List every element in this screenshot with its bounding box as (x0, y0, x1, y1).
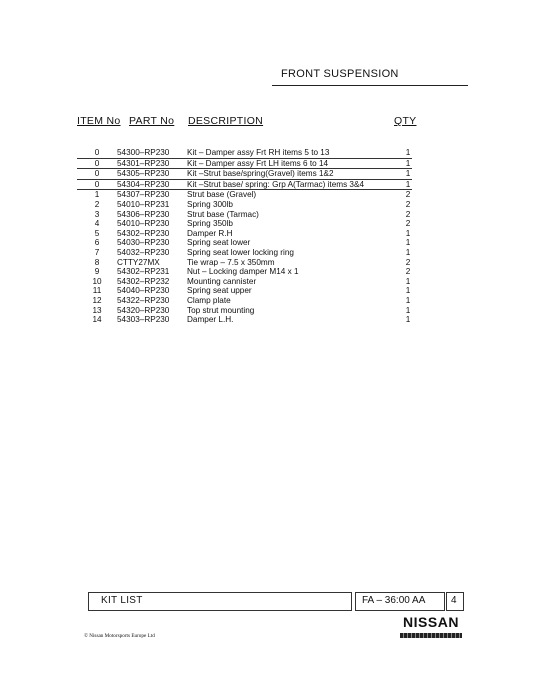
nissan-logo: NISSAN (403, 614, 459, 630)
quantity-cell: 1 (405, 169, 411, 179)
description-cell: Spring 350lb (187, 219, 233, 229)
quantity-cell: 2 (405, 267, 411, 277)
part-number-cell: 54306–RP230 (117, 209, 170, 219)
part-number-cell: 54320–RP230 (117, 305, 170, 315)
quantity-cell: 2 (405, 199, 411, 209)
description-cell: Damper L.H. (187, 315, 234, 325)
description-cell: Kit – Damper assy Frt RH items 5 to 13 (187, 148, 404, 158)
quantity-cell: 1 (405, 148, 411, 157)
description-cell: Spring 300lb (187, 199, 233, 209)
part-number-cell: 54307–RP230 (117, 190, 170, 200)
column-header-description: DESCRIPTION (188, 115, 264, 127)
section-title: FRONT SUSPENSION (281, 68, 399, 80)
part-number-cell: 54040–RP230 (117, 286, 170, 296)
description-cell: Kit –Strut base/spring(Gravel) items 1&2 (187, 169, 404, 180)
table-row (77, 219, 412, 229)
part-number-cell: CTTY27MX (117, 257, 160, 267)
quantity-cell: 1 (405, 247, 411, 257)
item-number-cell: 6 (94, 238, 100, 248)
item-number-cell: 3 (94, 209, 100, 219)
column-header-part: PART No (129, 115, 175, 127)
reference-box (355, 592, 445, 611)
item-number-cell: 12 (92, 295, 102, 305)
part-number-cell: 54302–RP231 (117, 267, 170, 277)
description-cell: Tie wrap – 7.5 x 350mm (187, 257, 275, 267)
quantity-cell: 1 (405, 295, 411, 305)
description-cell: Clamp plate (187, 295, 231, 305)
item-number-cell: 0 (77, 179, 117, 190)
page-number: 4 (451, 595, 457, 606)
quantity-cell: 2 (405, 219, 411, 229)
table-row (77, 286, 412, 296)
description-cell: Kit – Damper assy Frt LH items 6 to 14 (187, 158, 404, 169)
table-row (77, 148, 412, 158)
table-row (77, 179, 412, 190)
item-number-cell: 7 (94, 247, 100, 257)
part-number-cell: 54010–RP230 (117, 219, 170, 229)
table-row (77, 190, 412, 200)
table-row (77, 306, 412, 316)
part-number-cell: 54304–RP230 (117, 179, 187, 190)
description-cell: Mounting cannister (187, 276, 257, 286)
description-cell: Top strut mounting (187, 305, 255, 315)
part-number-cell: 54032–RP230 (117, 247, 170, 257)
reference-code: FA – 36:00 AA (362, 595, 426, 606)
table-row (77, 296, 412, 306)
item-number-cell: 10 (92, 276, 102, 286)
quantity-cell: 1 (405, 305, 411, 315)
quantity-cell: 2 (405, 209, 411, 219)
table-row (77, 238, 412, 248)
item-number-cell: 2 (94, 199, 100, 209)
part-number-cell: 54030–RP230 (117, 238, 170, 248)
quantity-cell: 2 (405, 257, 411, 267)
item-number-cell: 0 (77, 169, 117, 180)
copyright-notice: © Nissan Motorsports Europe Ltd (84, 633, 155, 639)
quantity-cell: 2 (405, 190, 411, 200)
quantity-cell: 1 (405, 179, 411, 189)
column-header-qty: QTY (394, 115, 417, 127)
description-cell: Nut – Locking damper M14 x 1 (187, 267, 299, 277)
table-row (77, 258, 412, 268)
part-number-cell: 54322–RP230 (117, 295, 170, 305)
table-row (77, 248, 412, 258)
item-number-cell: 8 (94, 257, 100, 267)
description-cell: Kit –Strut base/ spring: Grp A(Tarmac) items 3&4 (187, 179, 404, 190)
item-number-cell: 0 (77, 158, 117, 169)
description-cell: Strut base (Tarmac) (187, 209, 259, 219)
table-row (77, 210, 412, 220)
part-number-cell: 54305–RP230 (117, 169, 187, 180)
quantity-cell: 1 (405, 158, 411, 168)
table-row (77, 158, 412, 169)
page-number-box (446, 592, 464, 611)
quantity-cell: 1 (405, 315, 411, 325)
description-cell: Damper R.H (187, 228, 233, 238)
item-number-cell: 4 (94, 219, 100, 229)
description-cell: Spring seat upper (187, 286, 252, 296)
part-number-cell: 54303–RP230 (117, 315, 170, 325)
part-number-cell: 54300–RP230 (117, 148, 187, 158)
kit-list-box (88, 592, 352, 611)
description-cell: Spring seat lower locking ring (187, 247, 294, 257)
table-row (77, 315, 412, 325)
item-number-cell: 1 (94, 190, 100, 200)
table-row (77, 229, 412, 239)
part-number-cell: 54301–RP230 (117, 158, 187, 169)
part-number-cell: 54302–RP232 (117, 276, 170, 286)
quantity-cell: 1 (405, 286, 411, 296)
quantity-cell: 1 (405, 238, 411, 248)
item-number-cell: 14 (92, 315, 102, 325)
table-row (77, 277, 412, 287)
column-header-item: ITEM No (77, 115, 121, 127)
table-row (77, 169, 412, 180)
item-number-cell: 11 (92, 286, 102, 296)
parts-table (77, 148, 412, 325)
item-number-cell: 5 (94, 228, 100, 238)
table-row (77, 200, 412, 210)
item-number-cell: 13 (92, 305, 102, 315)
kit-list-label: KIT LIST (101, 595, 143, 606)
quantity-cell: 1 (405, 228, 411, 238)
description-cell: Spring seat lower (187, 238, 251, 248)
part-number-cell: 54010–RP231 (117, 199, 170, 209)
logo-stripe (400, 633, 462, 638)
description-cell: Strut base (Gravel) (187, 190, 257, 200)
item-number-cell: 0 (77, 148, 117, 158)
item-number-cell: 9 (94, 267, 100, 277)
quantity-cell: 1 (405, 276, 411, 286)
table-row (77, 267, 412, 277)
part-number-cell: 54302–RP230 (117, 228, 170, 238)
title-rule (272, 85, 468, 86)
